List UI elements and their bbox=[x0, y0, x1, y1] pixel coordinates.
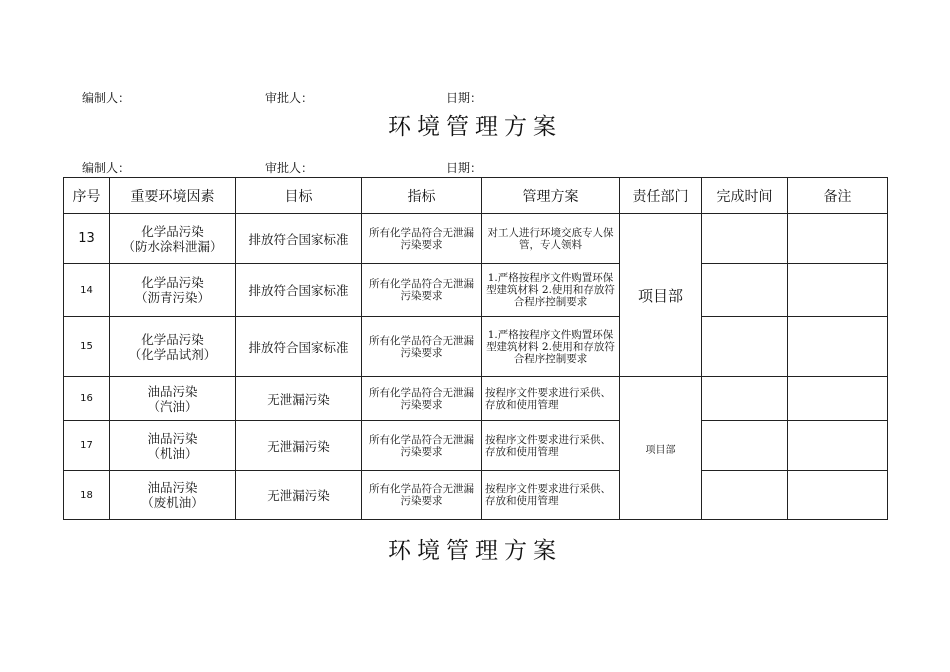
row-completion-time bbox=[702, 214, 788, 264]
row-remarks bbox=[788, 421, 888, 471]
date-label: 日期： bbox=[446, 161, 483, 175]
compiler-label: 编制人： bbox=[82, 161, 131, 175]
header-plan: 管理方案 bbox=[482, 178, 620, 214]
row-factor bbox=[110, 264, 236, 317]
page-title-top: 环境管理方案 bbox=[388, 114, 562, 140]
row-indicator: 所有化学品符合无泄漏污染要求 bbox=[362, 471, 482, 520]
row-factor bbox=[110, 421, 236, 471]
page-title-bottom: 环境管理方案 bbox=[388, 538, 562, 564]
row-completion-time bbox=[702, 421, 788, 471]
row-plan: 按程序文件要求进行采供、存放和使用管理 bbox=[482, 471, 620, 520]
header-factor: 重要环境因素 bbox=[110, 178, 236, 214]
factor-main: 化学品污染 bbox=[141, 275, 204, 290]
factor-sub: （化学品试剂） bbox=[128, 346, 217, 362]
dept-cell-group2: 项目部 bbox=[620, 377, 702, 520]
table-row bbox=[64, 471, 888, 520]
row-factor bbox=[110, 377, 236, 421]
row-remarks bbox=[788, 214, 888, 264]
row-remarks bbox=[788, 264, 888, 317]
table-row bbox=[64, 317, 888, 377]
approver-label: 审批人： bbox=[265, 161, 314, 175]
row-target: 无泄漏污染 bbox=[236, 377, 362, 421]
row-plan: 对工人进行环境交底专人保管，专人领料 bbox=[482, 214, 620, 264]
header-no: 序号 bbox=[64, 178, 110, 214]
row-remarks bbox=[788, 317, 888, 377]
factor-main: 化学品污染 bbox=[141, 223, 204, 239]
row-no: 13 bbox=[64, 214, 110, 264]
table-row bbox=[64, 377, 888, 421]
row-factor bbox=[110, 471, 236, 520]
row-completion-time bbox=[702, 471, 788, 520]
row-remarks bbox=[788, 377, 888, 421]
row-plan: 按程序文件要求进行采供、存放和使用管理 bbox=[482, 421, 620, 471]
row-remarks bbox=[788, 471, 888, 520]
approver-label-top: 审批人： bbox=[265, 91, 314, 105]
row-plan: 按程序文件要求进行采供、存放和使用管理 bbox=[482, 377, 620, 421]
table-row bbox=[64, 421, 888, 471]
row-no: 18 bbox=[64, 471, 110, 520]
factor-main: 油品污染 bbox=[147, 430, 198, 446]
row-completion-time bbox=[702, 317, 788, 377]
header-remarks: 备注 bbox=[788, 178, 888, 214]
row-target: 排放符合国家标准 bbox=[236, 317, 362, 377]
row-target: 无泄漏污染 bbox=[236, 421, 362, 471]
table-row bbox=[64, 214, 888, 264]
date-label-top: 日期： bbox=[446, 91, 483, 105]
header-indicator: 指标 bbox=[362, 178, 482, 214]
table-row bbox=[64, 264, 888, 317]
factor-sub: （沥青污染） bbox=[134, 290, 210, 305]
row-completion-time bbox=[702, 264, 788, 317]
factor-main: 油品污染 bbox=[147, 480, 198, 495]
factor-sub: （防水涂料泄漏） bbox=[122, 238, 223, 254]
row-target: 无泄漏污染 bbox=[236, 471, 362, 520]
factor-sub: （汽油） bbox=[147, 398, 198, 414]
row-indicator: 所有化学品符合无泄漏污染要求 bbox=[362, 377, 482, 421]
row-target: 排放符合国家标准 bbox=[236, 264, 362, 317]
row-target: 排放符合国家标准 bbox=[236, 214, 362, 264]
header-dept: 责任部门 bbox=[620, 178, 702, 214]
table-header-row bbox=[64, 178, 888, 214]
row-plan: 1.严格按程序文件购置环保型建筑材料 2.使用和存放符合程序控制要求 bbox=[482, 317, 620, 377]
environment-plan-table bbox=[63, 177, 888, 520]
row-factor bbox=[110, 317, 236, 377]
row-factor bbox=[110, 214, 236, 264]
row-no: 14 bbox=[64, 264, 110, 317]
header-completion-time: 完成时间 bbox=[702, 178, 788, 214]
factor-sub: （机油） bbox=[147, 445, 198, 461]
row-plan: 1.严格按程序文件购置环保型建筑材料 2.使用和存放符合程序控制要求 bbox=[482, 264, 620, 317]
row-no: 17 bbox=[64, 421, 110, 471]
factor-main: 油品污染 bbox=[147, 383, 198, 399]
row-indicator: 所有化学品符合无泄漏污染要求 bbox=[362, 421, 482, 471]
compiler-label-top: 编制人： bbox=[82, 91, 131, 105]
factor-sub: （废机油） bbox=[141, 495, 204, 510]
row-indicator: 所有化学品符合无泄漏污染要求 bbox=[362, 317, 482, 377]
row-no: 15 bbox=[64, 317, 110, 377]
row-completion-time bbox=[702, 377, 788, 421]
row-indicator: 所有化学品符合无泄漏污染要求 bbox=[362, 214, 482, 264]
factor-main: 化学品污染 bbox=[141, 331, 204, 347]
row-no: 16 bbox=[64, 377, 110, 421]
dept-cell-group1: 项目部 bbox=[620, 214, 702, 377]
header-target: 目标 bbox=[236, 178, 362, 214]
row-indicator: 所有化学品符合无泄漏污染要求 bbox=[362, 264, 482, 317]
